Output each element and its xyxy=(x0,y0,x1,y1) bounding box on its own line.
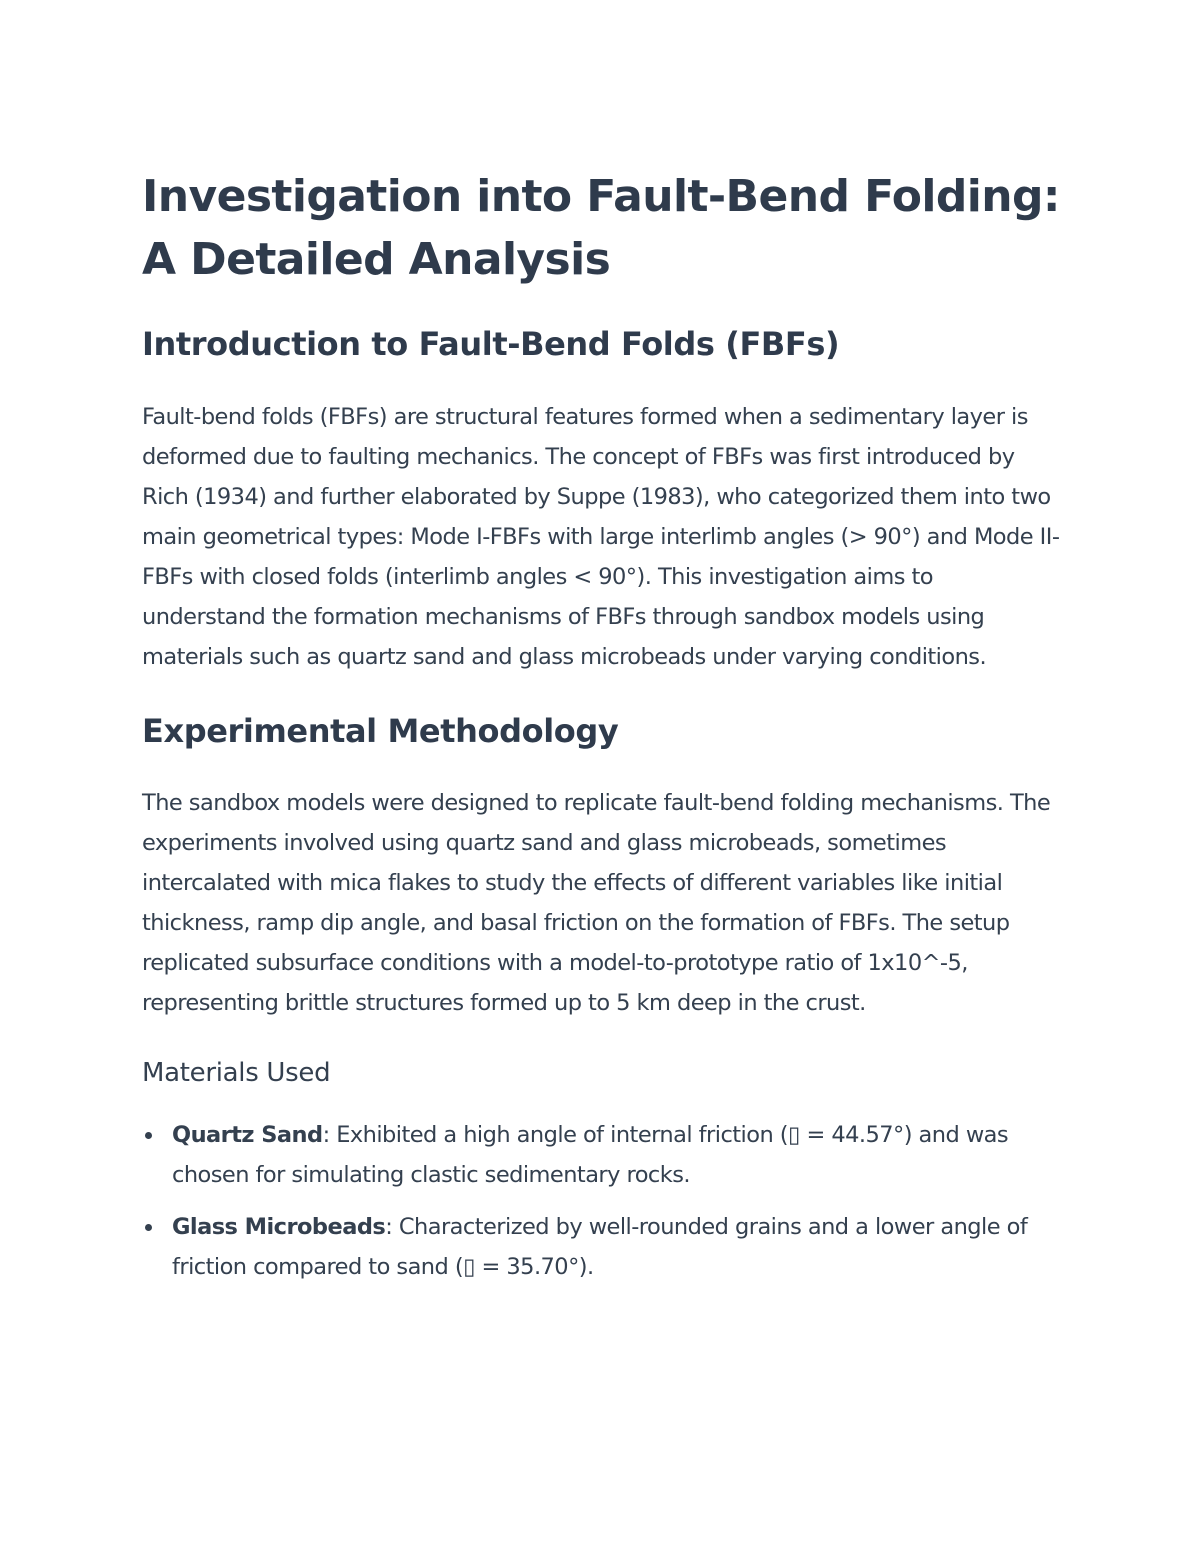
document-title: Investigation into Fault-Bend Folding: A Detailed Analysis xyxy=(142,171,1060,285)
list-item xyxy=(142,1207,1062,1287)
material-name: Quartz Sand xyxy=(172,1122,323,1148)
bullet-icon xyxy=(145,1224,152,1231)
section-heading-introduction: Introduction to Fault-Bend Folds (FBFs) xyxy=(142,325,840,363)
materials-list xyxy=(142,1115,1062,1287)
list-item xyxy=(142,1115,1062,1195)
document-page xyxy=(142,165,1062,1299)
bullet-icon xyxy=(145,1132,152,1139)
material-description: : Exhibited a high angle of internal friction (▯ = 44.57°) and was chosen for simulating clastic sedimentary rocks. xyxy=(172,1122,1009,1188)
section-paragraph-introduction: Fault-bend folds (FBFs) are structural features formed when a sedimentary layer is deformed due to faulting mechanics. The concept of FBFs was first introduced by Rich (1934) and further elaborated by Suppe (1983), who categorized them into two main geometrical types: Mode I-FBFs with large interlimb angles (> 90°) and Mode II-FBFs with closed folds (interlimb angles < 90°). This investigation aims to understand the formation mechanisms of FBFs through sandbox models using materials such as quartz sand and glass microbeads under varying conditions. xyxy=(142,404,1060,670)
section-paragraph-methodology: The sandbox models were designed to replicate fault-bend folding mechanisms. The experiments involved using quartz sand and glass microbeads, sometimes intercalated with mica flakes to study the effects of different variables like initial thickness, ramp dip angle, and basal friction on the formation of FBFs. The setup replicated subsurface conditions with a model-to-prototype ratio of 1x10^-5, representing brittle structures formed up to 5 km deep in the crust. xyxy=(142,790,1051,1016)
material-name: Glass Microbeads xyxy=(172,1214,386,1240)
section-heading-methodology: Experimental Methodology xyxy=(142,712,619,750)
subsection-heading-materials: Materials Used xyxy=(142,1058,331,1088)
material-description: : Characterized by well-rounded grains and a lower angle of friction compared to sand (▯ = 35.70°). xyxy=(172,1214,1028,1280)
